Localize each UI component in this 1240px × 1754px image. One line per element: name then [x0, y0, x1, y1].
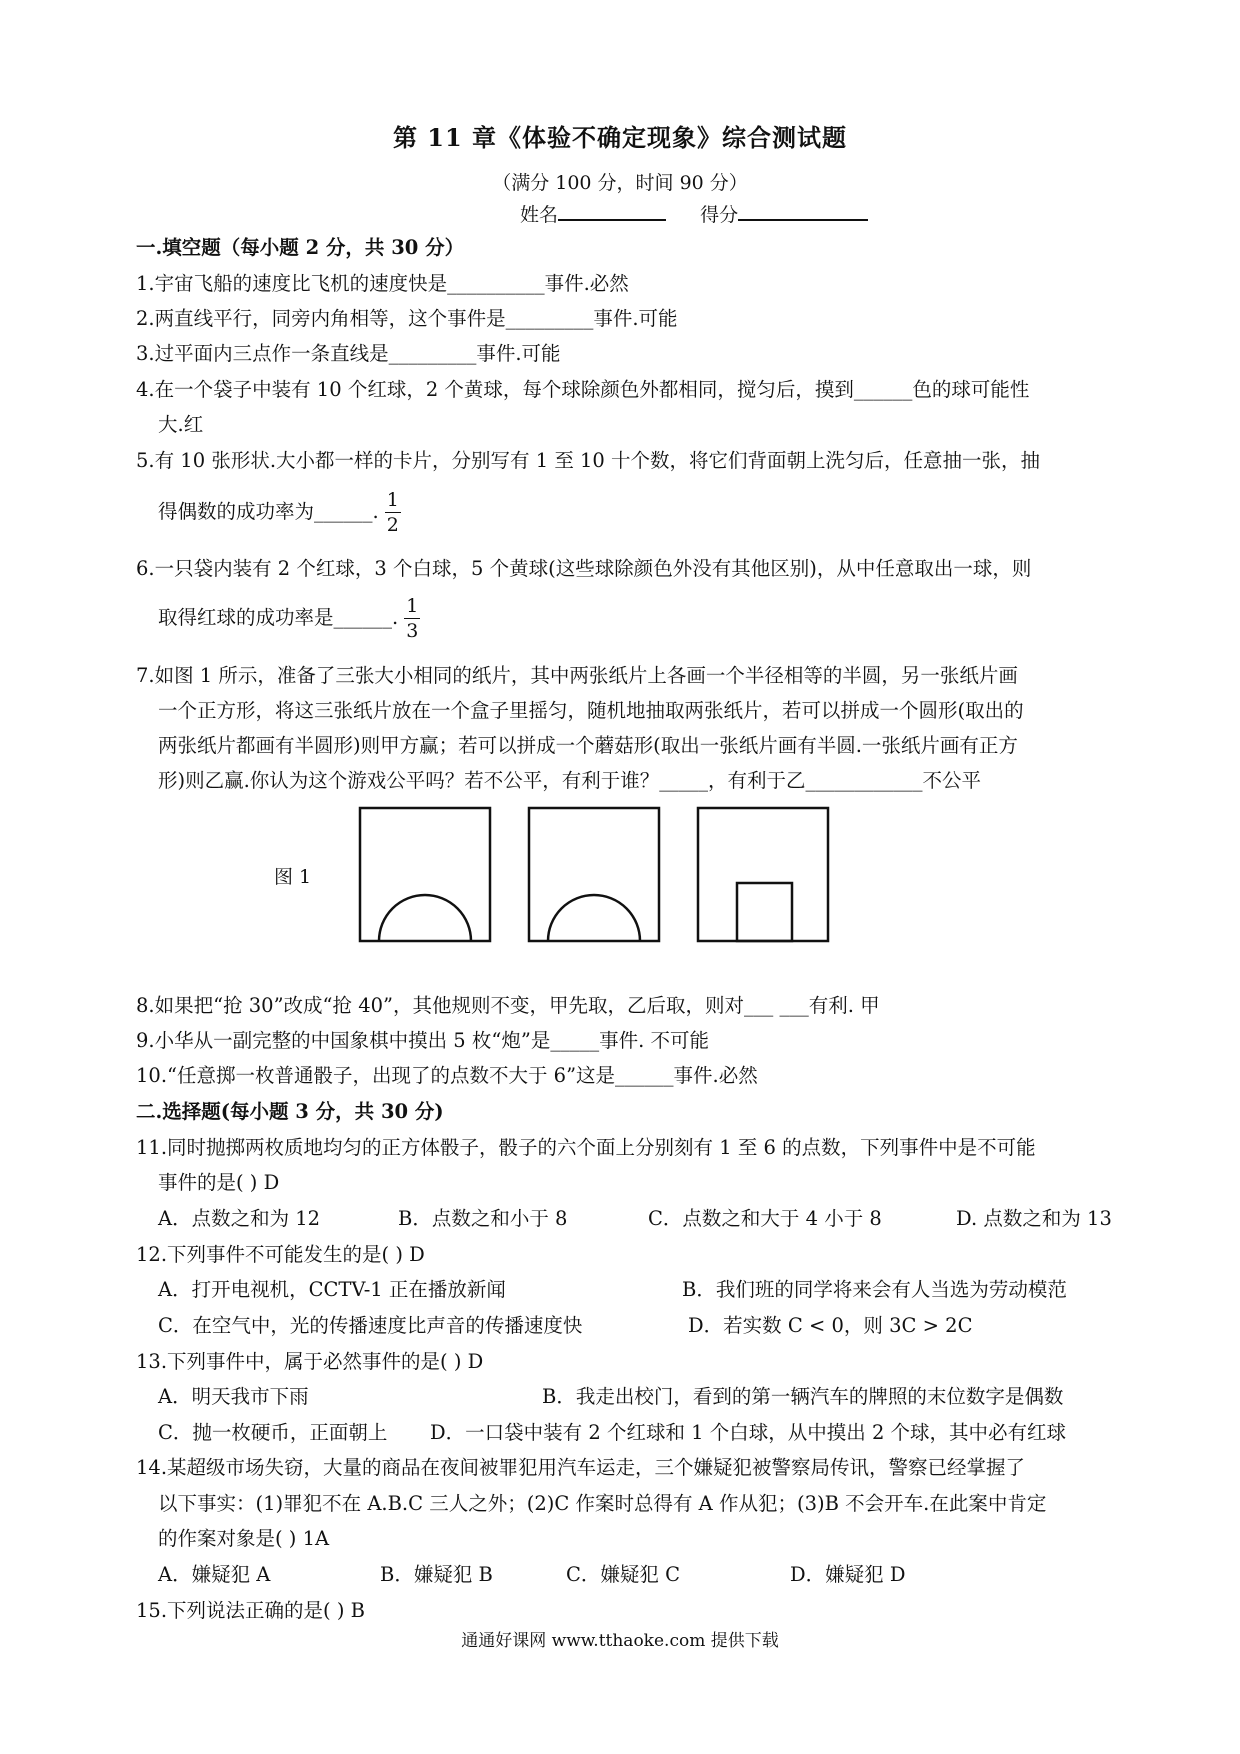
fraction-1-3: [404, 594, 420, 643]
q11-option-d: D. 点数之和为 13: [956, 1207, 1112, 1230]
question-7-cont-2: 两张纸片都画有半圆形)则甲方赢；若可以拼成一个蘑菇形(取出一张纸片画有半圆.一张纸片画有正方: [158, 734, 1018, 757]
question-4: 4.在一个袋子中装有 10 个红球，2 个黄球，每个球除颜色外都相同，搅匀后，摸到______色的球可能性: [136, 378, 1030, 401]
question-12: 12.下列事件不可能发生的是( ) D: [136, 1243, 425, 1266]
question-14-cont-1: 以下事实：(1)罪犯不在 A.B.C 三人之外；(2)C 作案时总得有 A 作从犯；(3)B 不会开车.在此案中肯定: [158, 1492, 1047, 1515]
question-15: 15.下列说法正确的是( ) B: [136, 1599, 365, 1622]
q13-option-c: C．抛一枚硬币，正面朝上: [158, 1421, 388, 1444]
fraction-1-2: [385, 488, 401, 537]
q14-option-a: A．嫌疑犯 A: [158, 1563, 271, 1586]
q13-option-a: A．明天我市下雨: [158, 1385, 309, 1408]
q12-option-d: D．若实数 C < 0，则 3C > 2C: [688, 1314, 973, 1337]
page-footer: 通通好课网 www.tthaoke.com 提供下载: [461, 1631, 779, 1651]
figure-1: [355, 800, 835, 985]
section-heading-2: 二.选择题(每小题 3 分，共 30 分): [136, 1100, 444, 1123]
section-heading-1: 一.填空题（每小题 2 分，共 30 分）: [136, 236, 465, 259]
paper-square: [698, 808, 828, 941]
question-4-cont: 大.红: [158, 413, 204, 436]
q13-option-b: B．我走出校门，看到的第一辆汽车的牌照的末位数字是偶数: [542, 1385, 1064, 1408]
question-7-cont-1: 一个正方形，将这三张纸片放在一个盒子里摇匀，随机地抽取两张纸片，若可以拼成一个圆形(取出的: [158, 699, 1024, 722]
question-7: 7.如图 1 所示，准备了三张大小相同的纸片，其中两张纸片上各画一个半径相等的半圆，另一张纸片画: [136, 664, 1018, 687]
question-13: 13.下列事件中，属于必然事件的是( ) D: [136, 1350, 484, 1373]
q12-option-a: A．打开电视机，CCTV-1 正在播放新闻: [158, 1278, 506, 1301]
question-14-cont-2: 的作案对象是( ) 1A: [158, 1527, 330, 1550]
question-3: 3.过平面内三点作一条直线是_________事件.可能: [136, 342, 561, 365]
q12-option-b: B．我们班的同学将来会有人当选为劳动模范: [682, 1278, 1067, 1301]
fraction-numerator: 1: [406, 595, 419, 617]
question-6-text: 取得红球的成功率是______.: [158, 606, 399, 629]
q14-option-d: D．嫌疑犯 D: [790, 1563, 906, 1586]
q11-option-a: A．点数之和为 12: [158, 1207, 321, 1230]
question-2: 2.两直线平行，同旁内角相等，这个事件是_________事件.可能: [136, 307, 678, 330]
question-5: 5.有 10 张形状.大小都一样的卡片，分别写有 1 至 10 十个数，将它们背面朝上洗匀后，任意抽一张，抽: [136, 449, 1041, 472]
name-blank: [558, 201, 666, 221]
q11-option-b: B．点数之和小于 8: [398, 1207, 568, 1230]
name-label: 姓名: [520, 204, 559, 226]
fraction-denominator: 3: [406, 620, 419, 642]
q11-option-c: C．点数之和大于 4 小于 8: [648, 1207, 882, 1230]
score-label: 得分: [700, 204, 739, 226]
fraction-denominator: 2: [386, 514, 399, 536]
question-6-cont: [158, 594, 420, 643]
q14-option-c: C．嫌疑犯 C: [566, 1563, 681, 1586]
q12-option-c: C．在空气中，光的传播速度比声音的传播速度快: [158, 1314, 583, 1337]
q14-option-b: B．嫌疑犯 B: [380, 1563, 493, 1586]
page-title: 第 11 章《体验不确定现象》综合测试题: [392, 123, 848, 152]
paper-semicircle-1: [360, 808, 490, 941]
question-14: 14.某超级市场失窃，大量的商品在夜间被罪犯用汽车运走，三个嫌疑犯被警察局传讯，警察已经掌握了: [136, 1456, 1026, 1479]
score-blank: [738, 201, 868, 221]
figure-label: 图 1: [274, 866, 312, 888]
question-7-cont-3: 形)则乙赢.你认为这个游戏公平吗？若不公平，有利于谁？_____，有利于乙____________不公平: [158, 769, 982, 792]
question-5-cont: [158, 488, 401, 537]
question-6: 6.一只袋内装有 2 个红球，3 个白球，5 个黄球(这些球除颜色外没有其他区别)，从中任意取出一球，则: [136, 557, 1032, 580]
fraction-numerator: 1: [386, 489, 399, 511]
question-5-text: 得偶数的成功率为______.: [158, 500, 379, 523]
page-subtitle: （满分 100 分，时间 90 分）: [492, 172, 748, 194]
name-score-line: [520, 200, 868, 227]
q13-option-d: D．一口袋中装有 2 个红球和 1 个白球，从中摸出 2 个球，其中必有红球: [430, 1421, 1067, 1444]
paper-semicircle-2: [529, 808, 659, 941]
question-11: 11.同时抛掷两枚质地均匀的正方体骰子，骰子的六个面上分别刻有 1 至 6 的点数，下列事件中是不可能: [136, 1136, 1036, 1159]
question-10: 10.“任意掷一枚普通骰子，出现了的点数不大于 6”这是______事件.必然: [136, 1064, 758, 1087]
question-11-cont: 事件的是( ) D: [158, 1171, 280, 1194]
question-8: 8.如果把“抢 30”改成“抢 40”，其他规则不变，甲先取，乙后取，则对___ ___有利. 甲: [136, 994, 880, 1017]
question-9: 9.小华从一副完整的中国象棋中摸出 5 枚“炮”是_____事件. 不可能: [136, 1029, 709, 1052]
question-1: 1.宇宙飞船的速度比飞机的速度快是__________事件.必然: [136, 272, 629, 295]
